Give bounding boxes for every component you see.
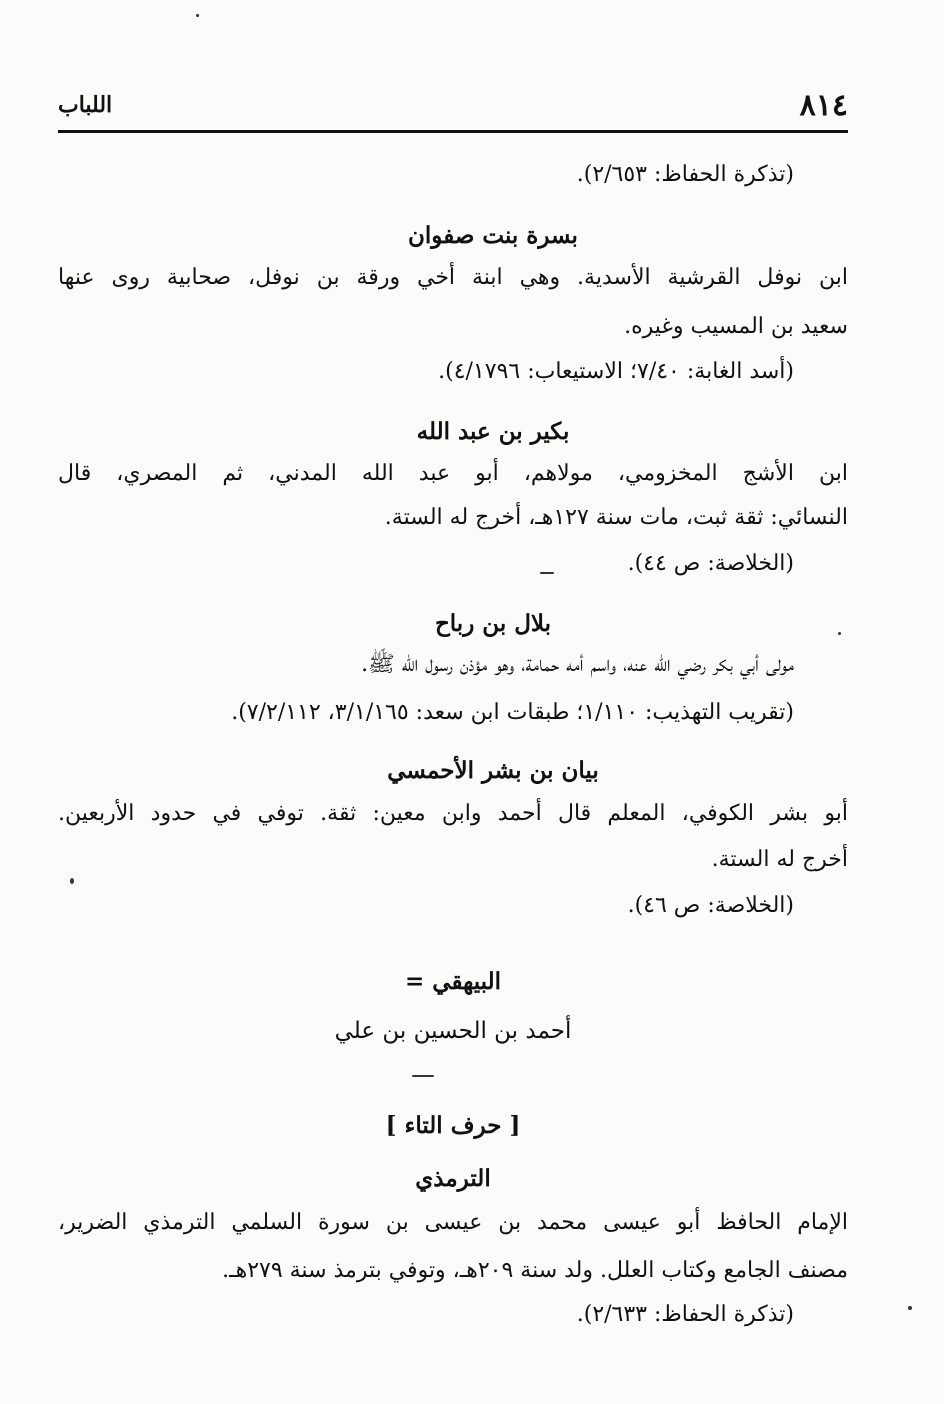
reference-line: (تذكرة الحفاظ: ٢/٦٣٣). (576, 1302, 794, 1327)
entry-title: بسرة بنت صفوان (408, 222, 578, 249)
reference-line: (أسد الغابة: ٧/٤٠؛ الاستيعاب: ٤/١٧٩٦). (438, 359, 794, 384)
reference-line: (تذكرة الحفاظ: ٢/٦٥٣). (576, 162, 794, 187)
section-heading: [ حرف التاء ] (385, 1112, 521, 1139)
entry-text: ابن الأشج المخزومي، مولاهم، أبو عبد الله المدني، ثم المصري، قال (58, 461, 848, 486)
entry-text: ابن نوفل القرشية الأسدية. وهي ابنة أخي ورقة بن نوفل، صحابية روى عنها (58, 265, 848, 290)
entry-title: الترمذي (415, 1165, 491, 1192)
reference-line: (تقريب التهذيب: ١/١١٠؛ طبقات ابن سعد: ٣/١/١٦٥، ٧/٢/١١٢). (231, 700, 794, 725)
entry-title: بكير بن عبد الله (416, 418, 570, 445)
entry-text: أخرج له الستة. (711, 847, 848, 872)
entry-title: بلال بن رباح (434, 610, 552, 637)
cross-reference-title: البيهقي = (405, 968, 501, 995)
cross-reference-target: أحمد بن الحسين بن علي (334, 1018, 572, 1044)
entry-text: أبو بشر الكوفي، المعلم قال أحمد وابن معين: ثقة. توفي في حدود الأربعين. (58, 801, 848, 826)
scan-speck (908, 1306, 912, 1310)
entry-title: بيان بن بشر الأحمسي (387, 757, 599, 784)
entry-text: الإمام الحافظ أبو عيسى محمد بن عيسى بن سورة السلمي الترمذي الضرير، (58, 1210, 848, 1235)
entry-text: النسائي: ثقة ثبت، مات سنة ١٢٧هـ، أخرج له الستة. (384, 505, 848, 530)
page-header (58, 86, 848, 133)
entry-text: مصنف الجامع وكتاب العلل. ولد سنة ٢٠٩هـ، وتوفي بترمذ سنة ٢٧٩هـ. (222, 1258, 848, 1283)
scan-speck (196, 14, 199, 17)
reference-line: (الخلاصة: ص ٤٦). (627, 893, 794, 918)
page-number: ٨١٤ (799, 88, 848, 123)
scan-speck (838, 632, 841, 635)
entry-text: مولى أبي بكر رضي الله عنه، واسم أمه حمامة، وهو مؤذن رسول الله ﷺ. (361, 652, 794, 677)
scan-speck (70, 878, 74, 884)
scan-speck (540, 572, 554, 574)
reference-line: (الخلاصة: ص ٤٤). (627, 551, 794, 576)
running-head: اللباب (58, 92, 113, 118)
scan-speck (412, 1075, 434, 1077)
entry-text: سعيد بن المسيب وغيره. (624, 314, 848, 339)
